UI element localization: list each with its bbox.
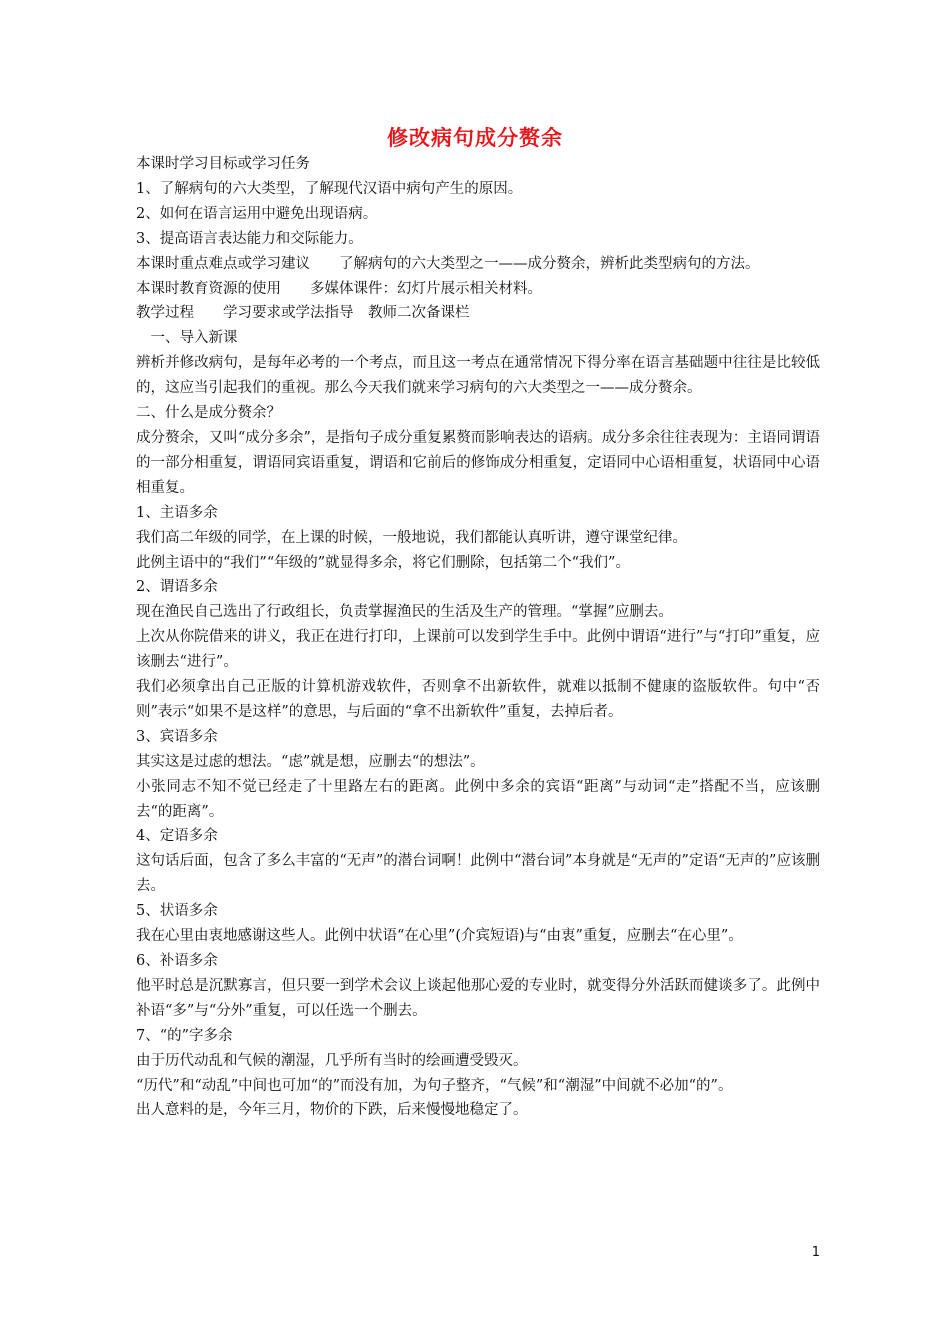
document-body: [136, 152, 820, 1123]
paragraph: 辨析并修改病句，是每年必考的一个考点，而且这一考点在通常情况下得分率在语言基础题中往往是比较低的，这应当引起我们的重视。那么今天我们就来学习病句的六大类型之一——成分赘余。: [136, 355, 820, 397]
paragraph: 现在渔民自己选出了行政组长，负责掌握渔民的生活及生产的管理。“掌握”应删去。: [136, 604, 673, 621]
paragraph: 小张同志不知不觉已经走了十里路左右的距离。此例中多余的宾语“距离”与动词“走”搭配不当，应该删去“的距离”。: [136, 778, 820, 820]
subsection-heading: 4、定语多余: [136, 828, 218, 845]
subsection-heading: 3、宾语多余: [136, 728, 218, 745]
subsection-heading: 6、补语多余: [136, 953, 218, 969]
paragraph: “历代”和“动乱”中间也可加“的”而没有加，为句子整齐，“气候”和“潮湿”中间就不必加“的”。: [136, 1077, 733, 1094]
paragraph: 成分赘余，又叫“成分多余”，是指句子成分重复累赘而影响表达的语病。成分多余往往表现为：主语同谓语的一部分相重复，谓语同宾语重复，谓语和它前后的修饰成分相重复，定语同中心语相重复，状语同中心语相重复。: [136, 429, 820, 496]
paragraph: 1、了解病句的六大类型，了解现代汉语中病句产生的原因。: [136, 180, 523, 197]
paragraph: 这句话后面，包含了多么丰富的“无声”的潜台词啊！此例中“潜台词”本身就是“无声的”定语“无声的”应该删去。: [136, 853, 820, 895]
paragraph: 本课时学习目标或学习任务: [136, 156, 310, 172]
paragraph: 此例主语中的“我们”“年级的”就显得多余，将它们删除，包括第二个“我们”。: [136, 554, 630, 571]
paragraph: 我们高二年级的同学，在上课的时候，一般地说，我们都能认真听讲，遵守课堂纪律。: [136, 529, 687, 546]
paragraph: 本课时教育资源的使用 多媒体课件：幻灯片展示相关材料。: [136, 280, 542, 297]
paragraph: 教学过程 学习要求或学法指导 教师二次备课栏: [136, 305, 470, 322]
paragraph: 本课时重点难点或学习建议 了解病句的六大类型之一——成分赘余，辨析此类型病句的方法。: [136, 255, 760, 272]
subsection-heading: 1、主语多余: [136, 504, 218, 521]
paragraph: 他平时总是沉默寡言，但只要一到学术会议上谈起他那心爱的专业时，就变得分外活跃而健谈多了。此例中补语“多”与“分外”重复，可以任选一个删去。: [136, 977, 820, 1019]
page-number: 1: [811, 1245, 820, 1260]
paragraph: 我们必须拿出自己正版的计算机游戏软件，否则拿不出新软件，就难以抵制不健康的盗版软件。句中“否则”表示“如果不是这样”的意思，与后面的“拿不出新软件”重复，去掉后者。: [136, 679, 820, 720]
subsection-heading: 5、状语多余: [136, 903, 218, 920]
section-heading: 一、导入新课: [136, 330, 238, 347]
paragraph: 上次从你院借来的讲义，我正在进行打印，上课前可以发到学生手中。此例中谓语“进行”与“打印”重复，应该删去“进行”。: [136, 629, 820, 671]
document-title: 修改病句成分赘余: [387, 126, 563, 150]
paragraph: 其实这是过虑的想法。“虑”就是想，应删去“的想法”。: [136, 753, 485, 770]
paragraph: 2、如何在语言运用中避免出现语病。: [136, 205, 378, 222]
paragraph: 出人意料的是，今年三月，物价的下跌，后来慢慢地稳定了。: [136, 1102, 528, 1119]
paragraph: 我在心里由衷地感谢这些人。此例中状语“在心里”(介宾短语)与“由衷”重复，应删去“在心里”。: [136, 928, 743, 945]
paragraph: 3、提高语言表达能力和交际能力。: [136, 230, 363, 247]
paragraph: 由于历代动乱和气候的潮湿，几乎所有当时的绘画遭受毁灭。: [136, 1052, 528, 1069]
subsection-heading: 2、谓语多余: [136, 579, 218, 596]
subsection-heading: 7、“的”字多余: [136, 1027, 233, 1044]
section-heading: 二、什么是成分赘余？: [136, 405, 281, 422]
